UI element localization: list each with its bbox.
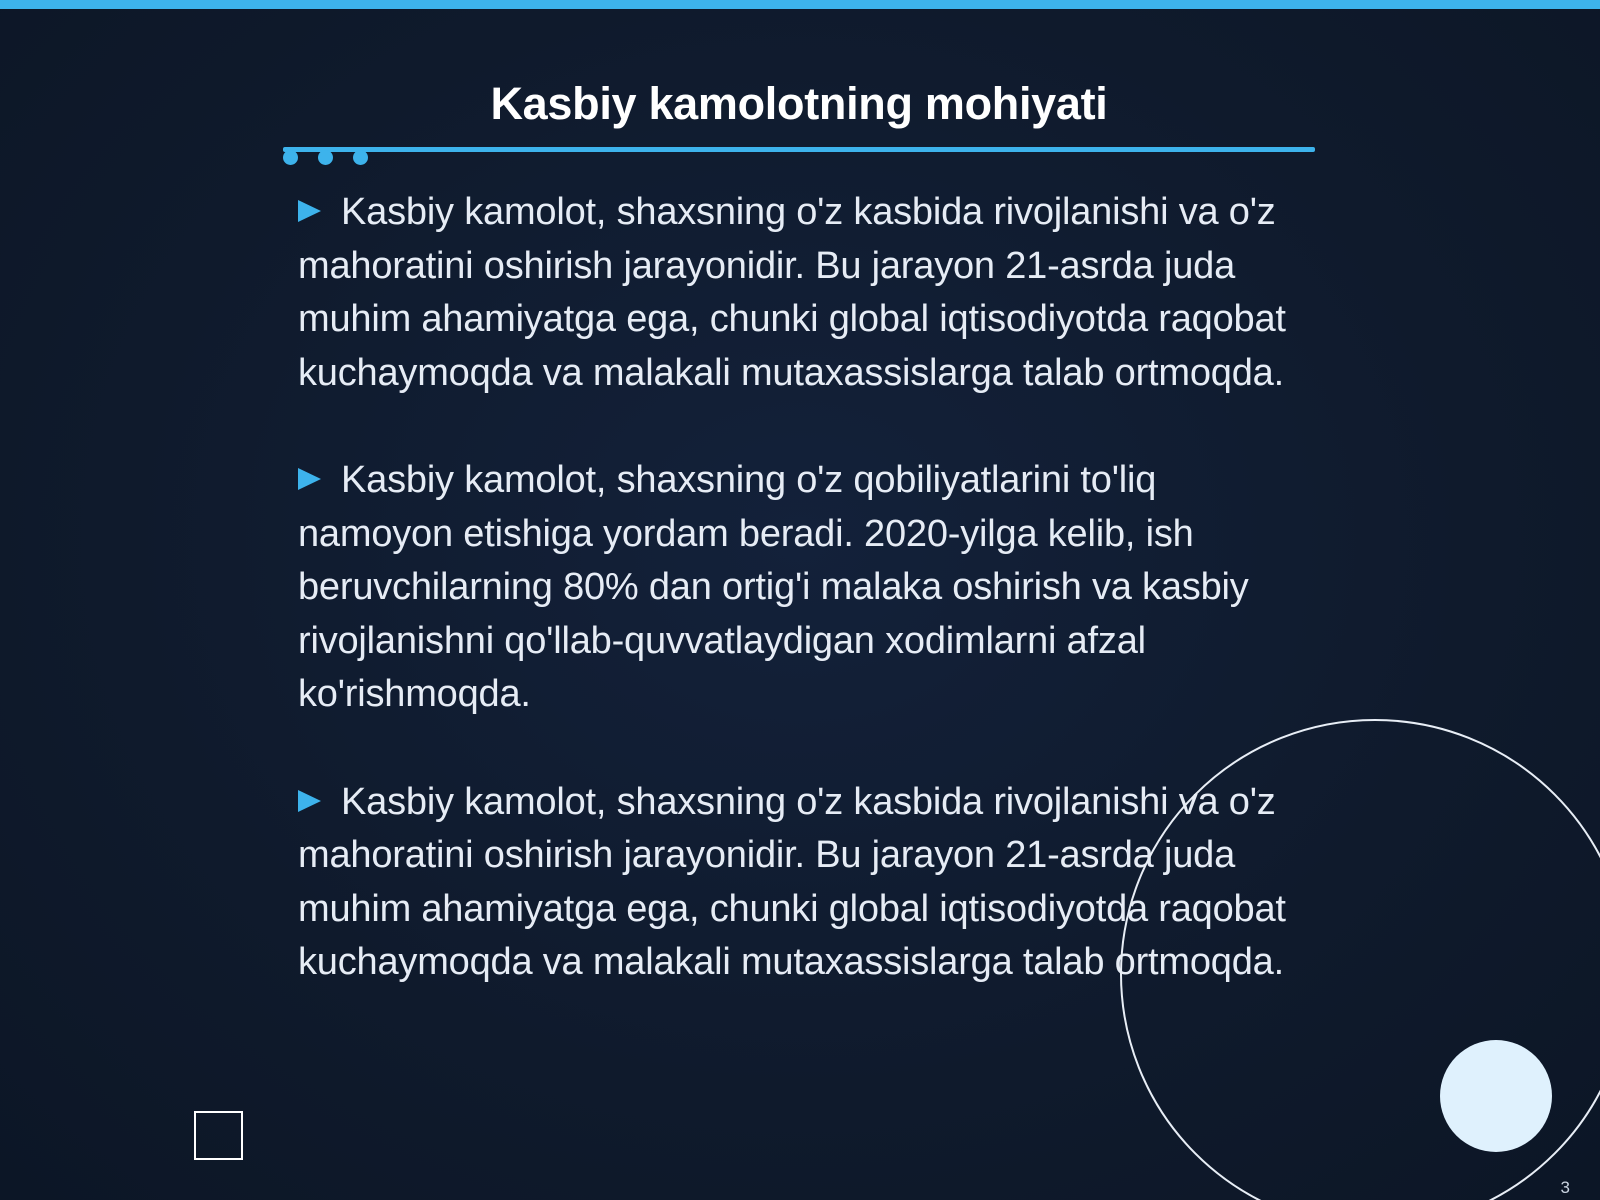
decorative-dot-2	[318, 150, 333, 165]
top-accent-bar	[0, 0, 1600, 9]
bullet-item-1	[298, 186, 1298, 400]
triangle-bullet-icon	[298, 200, 321, 222]
triangle-bullet-icon	[298, 468, 321, 490]
triangle-bullet-icon	[298, 790, 321, 812]
bullet-text: Kasbiy kamolot, shaxsning o'z kasbida rivojlanishi va o'z mahoratini oshirish jarayonidir. Bu jarayon 21-asrda juda muhim ahamiyatga ega, chunki global iqtisodiyotda raqobat kuchaymoqda va malakali mutaxassislarga talab ortmoqda.	[298, 780, 1286, 983]
bullet-text: Kasbiy kamolot, shaxsning o'z qobiliyatlarini to'liq namoyon etishiga yordam beradi. 2020-yilga kelib, ish beruvchilarning 80% dan ortig'i malaka oshirish va kasbiy rivojlanishni qo'llab-quvvatlaydigan xodimlarni afzal ko'rishmoqda.	[298, 459, 1249, 715]
decorative-dot-3	[353, 150, 368, 165]
slide-title: Kasbiy kamolotning mohiyati	[490, 78, 1108, 129]
bullet-text: Kasbiy kamolot, shaxsning o'z kasbida rivojlanishi va o'z mahoratini oshirish jarayonidir. Bu jarayon 21-asrda juda muhim ahamiyatga ega, chunki global iqtisodiyotda raqobat kuchaymoqda va malakali mutaxassislarga talab ortmoqda.	[298, 191, 1286, 394]
decorative-square-outline	[194, 1111, 243, 1160]
page-number: 3	[1560, 1178, 1570, 1197]
title-underline	[283, 147, 1315, 152]
decorative-circle-filled	[1440, 1040, 1552, 1152]
bullet-item-2	[298, 454, 1298, 722]
decorative-dot-1	[283, 150, 298, 165]
